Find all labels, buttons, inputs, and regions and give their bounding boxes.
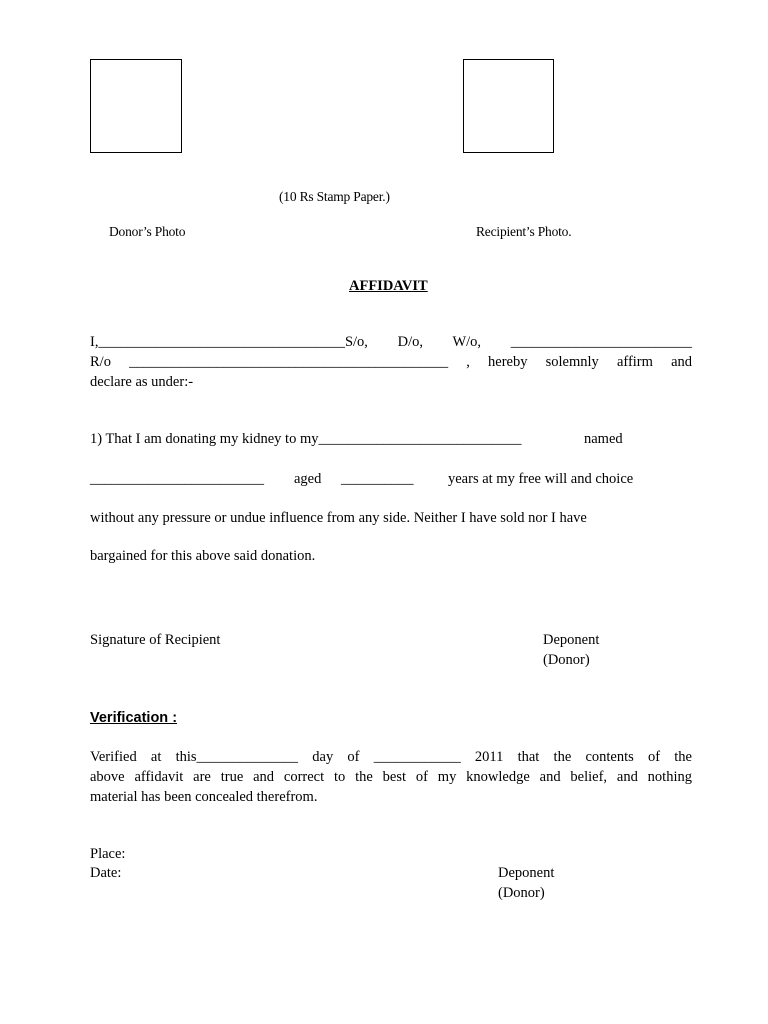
footer-deponent-label: Deponent: [498, 865, 555, 881]
recipient-photo-label: Recipient’s Photo.: [476, 224, 572, 239]
intro-affirm: , hereby solemnly affirm and: [466, 354, 693, 370]
verification-line-3: material has been concealed therefrom.: [90, 789, 318, 805]
intro-name-field: I,__________________________________S/o, D/o,: [90, 334, 423, 350]
donor-photo-box: [90, 59, 182, 153]
place-label: Place:: [90, 846, 126, 862]
intro-line-1: [90, 334, 692, 351]
intro-residence-field: R/o ____________________________________________: [90, 354, 449, 370]
verification-heading: Verification :: [90, 710, 178, 726]
clause1-age-field: __________: [341, 471, 414, 487]
stamp-paper-note: (10 Rs Stamp Paper.): [279, 189, 390, 204]
deponent-label: Deponent: [543, 632, 600, 648]
verification-line-2: [90, 769, 692, 786]
donor-label: (Donor): [543, 652, 590, 668]
verification-text-2: above affidavit are true and correct to the best of my knowledge and belief, and nothing: [90, 769, 692, 785]
donor-photo-label: Donor’s Photo: [109, 224, 186, 239]
recipient-photo-box: [463, 59, 554, 153]
date-label: Date:: [90, 865, 122, 881]
clause1-recipient-name-field: ________________________: [90, 471, 264, 487]
clause1-named: named: [584, 431, 623, 447]
intro-line-3: declare as under:-: [90, 374, 194, 390]
clause1-aged: aged: [294, 471, 322, 487]
clause1-free-will: years at my free will and choice: [448, 471, 634, 487]
intro-wo: W/o,: [452, 334, 482, 350]
verification-day-field: day of ____________ 2011 that the contents of the: [312, 749, 692, 765]
clause1-line-1: 1) That I am donating my kidney to my____________________________: [90, 431, 522, 447]
clause1-line-3: without any pressure or undue influence from any side. Neither I have sold nor I have: [90, 510, 587, 526]
footer-donor-label: (Donor): [498, 885, 545, 901]
verification-place-field: Verified at this______________: [90, 749, 299, 765]
clause1-line-4: bargained for this above said donation.: [90, 548, 316, 564]
recipient-signature-label: Signature of Recipient: [90, 632, 221, 648]
intro-relative-field: _________________________: [510, 334, 692, 350]
page-title: AFFIDAVIT: [349, 278, 428, 294]
intro-line-2: [90, 354, 692, 371]
verification-line-1: [90, 749, 692, 766]
